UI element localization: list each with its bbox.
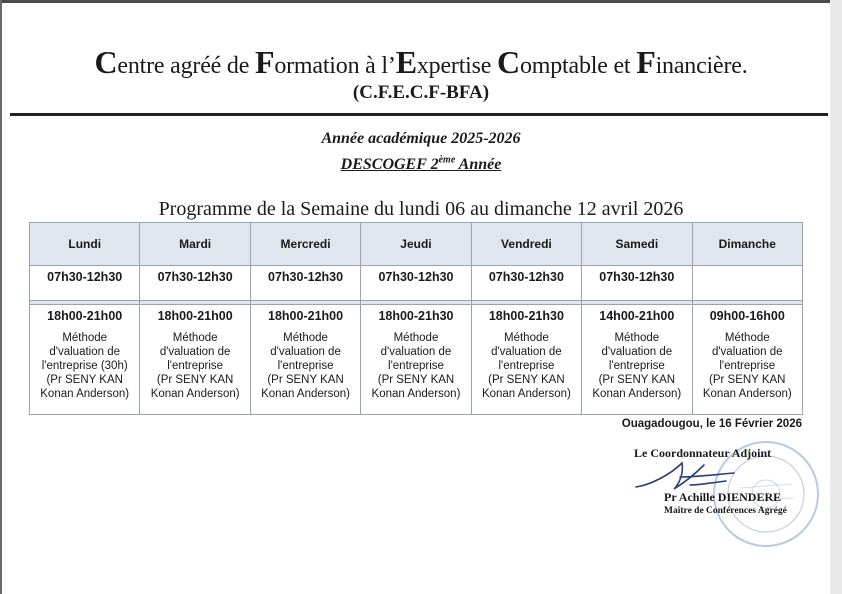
course-line: d'valuation de: [601, 346, 673, 358]
course-line: d'valuation de: [380, 346, 452, 358]
morning-slot: 07h30-12h30: [582, 266, 692, 301]
title-initial: E: [395, 44, 417, 80]
title-part: omptable et: [519, 53, 637, 79]
institution-acronym: (C.F.E.C.F-BFA): [352, 82, 490, 103]
morning-row: [30, 266, 803, 301]
course-line: Méthode: [172, 332, 218, 344]
morning-slot: 07h30-12h30: [30, 266, 140, 301]
afternoon-row: [30, 305, 803, 415]
place-date: Ouagadougou, le 16 Février 2026: [621, 418, 802, 430]
signature-icon: [630, 455, 740, 495]
afternoon-slot: [692, 305, 802, 415]
course-line: (Pr SENY KAN: [377, 374, 455, 386]
course-line: d'valuation de: [711, 346, 783, 358]
course-line: Méthode: [393, 332, 439, 344]
course-line: d'valuation de: [159, 346, 231, 358]
course-line: Konan Anderson): [150, 388, 240, 400]
course-line: (Pr SENY KAN: [488, 374, 565, 386]
day-header: Mardi: [140, 223, 250, 266]
title-part: ormation à l’: [274, 53, 396, 79]
afternoon-slot: [140, 305, 250, 415]
course-line: Konan Anderson): [371, 388, 461, 400]
morning-slot: 07h30-12h30: [361, 266, 471, 301]
course-line: l'entreprise: [277, 360, 334, 372]
day-header: Mercredi: [250, 223, 360, 266]
course-line: Konan Anderson): [40, 388, 130, 400]
slot-time: 18h00-21h00: [157, 309, 233, 323]
course-line: Méthode: [724, 332, 770, 344]
signatory-name: Pr Achille DIENDERE: [664, 490, 782, 504]
course-line: l'entreprise: [388, 360, 444, 372]
course-line: d'valuation de: [491, 346, 562, 358]
header-divider: [10, 113, 828, 116]
afternoon-slot: [30, 305, 140, 415]
day-header: Vendredi: [471, 223, 581, 266]
morning-slot: 07h30-12h30: [140, 266, 250, 301]
course-line: Méthode: [504, 332, 549, 344]
program-sup: ème: [438, 155, 456, 166]
course-line: l'entreprise: [167, 360, 224, 372]
signatory-rank: Maître de Conférences Agrégé: [664, 506, 787, 516]
course-line: l'entreprise (30h): [41, 360, 128, 372]
course-line: (Pr SENY KAN: [46, 374, 123, 386]
course-line: Konan Anderson): [592, 388, 682, 400]
course-line: (Pr SENY KAN: [709, 374, 786, 386]
course-line: d'valuation de: [270, 346, 341, 358]
slot-time: 09h00-16h00: [709, 309, 785, 323]
course-line: (Pr SENY KAN: [598, 374, 676, 386]
afternoon-slot: [361, 305, 471, 415]
academic-year: Année académique 2025-2026: [321, 130, 521, 147]
title-part: inancière.: [655, 53, 748, 79]
course-line: (Pr SENY KAN: [267, 374, 344, 386]
course-line: Méthode: [614, 332, 660, 344]
week-title: Programme de la Semaine du lundi 06 au dimanche 12 avril 2026: [158, 198, 684, 220]
course-line: l'entreprise: [719, 360, 776, 372]
course-line: Konan Anderson): [481, 388, 571, 400]
title-part: entre agréé de: [117, 53, 255, 79]
signatory-role: Le Coordonnateur Adjoint: [634, 446, 772, 460]
title-part: xpertise: [416, 53, 498, 79]
slot-time: 18h00-21h00: [47, 309, 123, 323]
day-header: Lundi: [30, 223, 140, 266]
day-header: Dimanche: [692, 223, 802, 266]
title-initial: C: [497, 44, 520, 80]
course-line: l'entreprise: [498, 360, 555, 372]
day-header: Samedi: [582, 223, 692, 266]
program-name: [0, 155, 842, 174]
slot-time: 18h00-21h30: [488, 309, 564, 323]
afternoon-slot: [471, 305, 581, 415]
title-initial: F: [254, 44, 275, 80]
schedule-table: [29, 222, 803, 415]
course-line: d'valuation de: [49, 346, 121, 358]
morning-slot: 07h30-12h30: [471, 266, 581, 301]
course-line: (Pr SENY KAN: [156, 374, 234, 386]
morning-slot: [692, 266, 802, 301]
day-header: Jeudi: [361, 223, 471, 266]
institution-name: [0, 44, 842, 81]
page-top-border: [0, 0, 842, 3]
slot-time: 18h00-21h30: [378, 309, 454, 323]
course-line: Konan Anderson): [702, 388, 792, 400]
course-line: l'entreprise: [608, 360, 665, 372]
day-header-row: [30, 223, 803, 266]
slot-time: 14h00-21h00: [599, 309, 675, 323]
course-line: Méthode: [62, 332, 108, 344]
slot-time: 18h00-21h00: [268, 309, 344, 323]
morning-slot: 07h30-12h30: [250, 266, 360, 301]
program-suffix: Année: [455, 156, 502, 174]
afternoon-slot: [582, 305, 692, 415]
title-initial: F: [636, 44, 656, 80]
title-initial: C: [94, 44, 118, 80]
afternoon-slot: [250, 305, 360, 415]
course-line: Méthode: [283, 332, 328, 344]
course-line: Konan Anderson): [261, 388, 350, 400]
program-label: DESCOGEF 2: [340, 156, 439, 174]
